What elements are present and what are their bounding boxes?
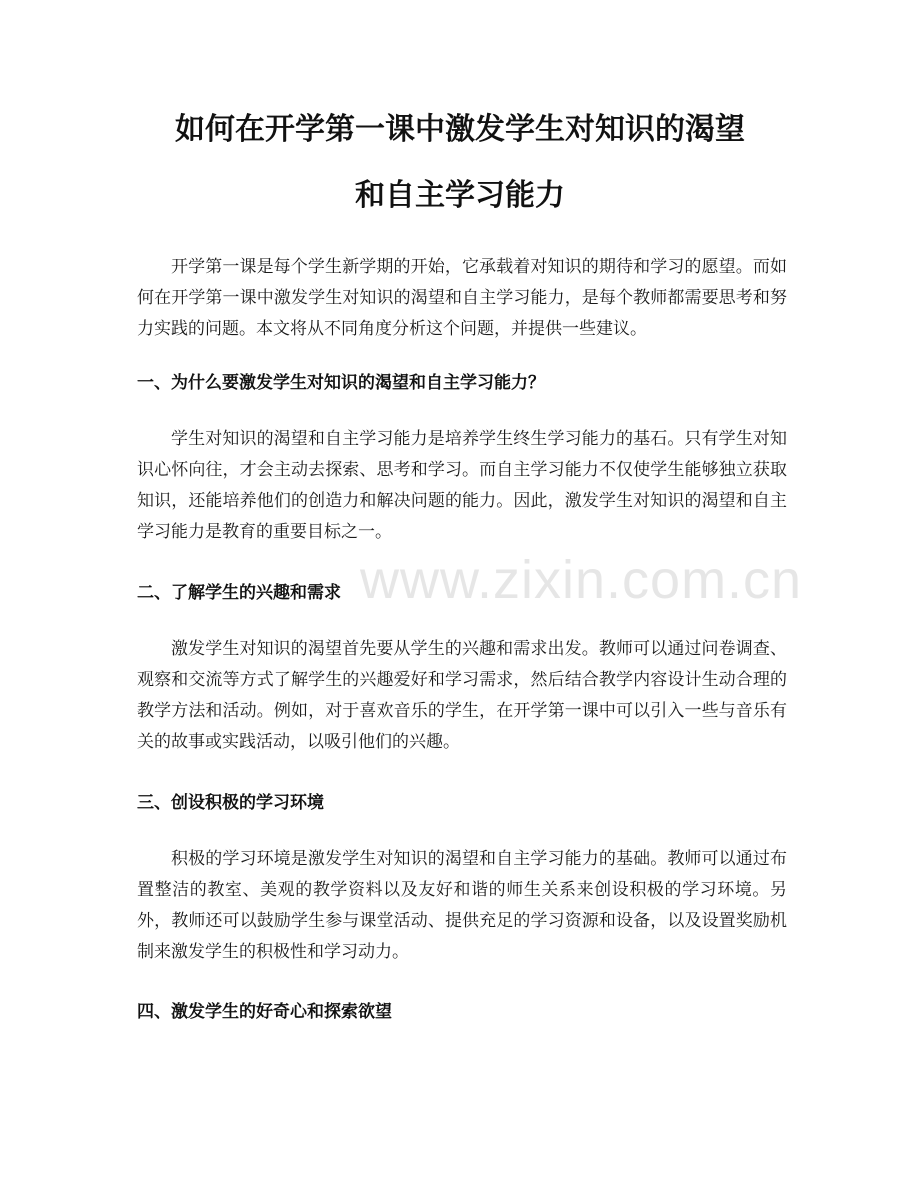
section-2-heading: 二、了解学生的兴趣和需求 <box>137 583 341 603</box>
intro-paragraph: 开学第一课是每个学生新学期的开始，它承载着对知识的期待和学习的愿望。而如何在开学第一课中激发学生对知识的渴望和自主学习能力，是每个教师都需要思考和努力实践的问题。本文将从不同角度分析这个问题，并提供一些建议。 <box>137 257 787 339</box>
section-1-heading: 一、为什么要激发学生对知识的渴望和自主学习能力？ <box>137 373 545 393</box>
section-1-paragraph: 学生对知识的渴望和自主学习能力是培养学生终生学习能力的基石。只有学生对知识心怀向往，才会主动去探索、思考和学习。而自主学习能力不仅使学生能够独立获取知识，还能培养他们的创造力和解决问题的能力。因此，激发学生对知识的渴望和自主学习能力是教育的重要目标之一。 <box>137 429 787 542</box>
watermark-text: www.zixin.com.cn <box>360 550 803 610</box>
section-2-paragraph: 激发学生对知识的渴望首先要从学生的兴趣和需求出发。教师可以通过问卷调查、观察和交流等方式了解学生的兴趣爱好和学习需求，然后结合教学内容设计生动合理的教学方法和活动。例如，对于喜欢音乐的学生，在开学第一课中可以引入一些与音乐有关的故事或实践活动，以吸引他们的兴趣。 <box>137 639 787 752</box>
section-4-heading: 四、激发学生的好奇心和探索欲望 <box>137 1002 392 1022</box>
document-title-line-1: 如何在开学第一课中激发学生对知识的渴望 <box>175 112 745 147</box>
section-3-heading: 三、创设积极的学习环境 <box>137 793 324 813</box>
section-3-paragraph: 积极的学习环境是激发学生对知识的渴望和自主学习能力的基础。教师可以通过布置整洁的教室、美观的教学资料以及友好和谐的师生关系来创设积极的学习环境。另外，教师还可以鼓励学生参与课堂活动、提供充足的学习资源和设备，以及设置奖励机制来激发学生的积极性和学习动力。 <box>137 849 787 962</box>
document-title-line-2: 和自主学习能力 <box>355 178 565 213</box>
